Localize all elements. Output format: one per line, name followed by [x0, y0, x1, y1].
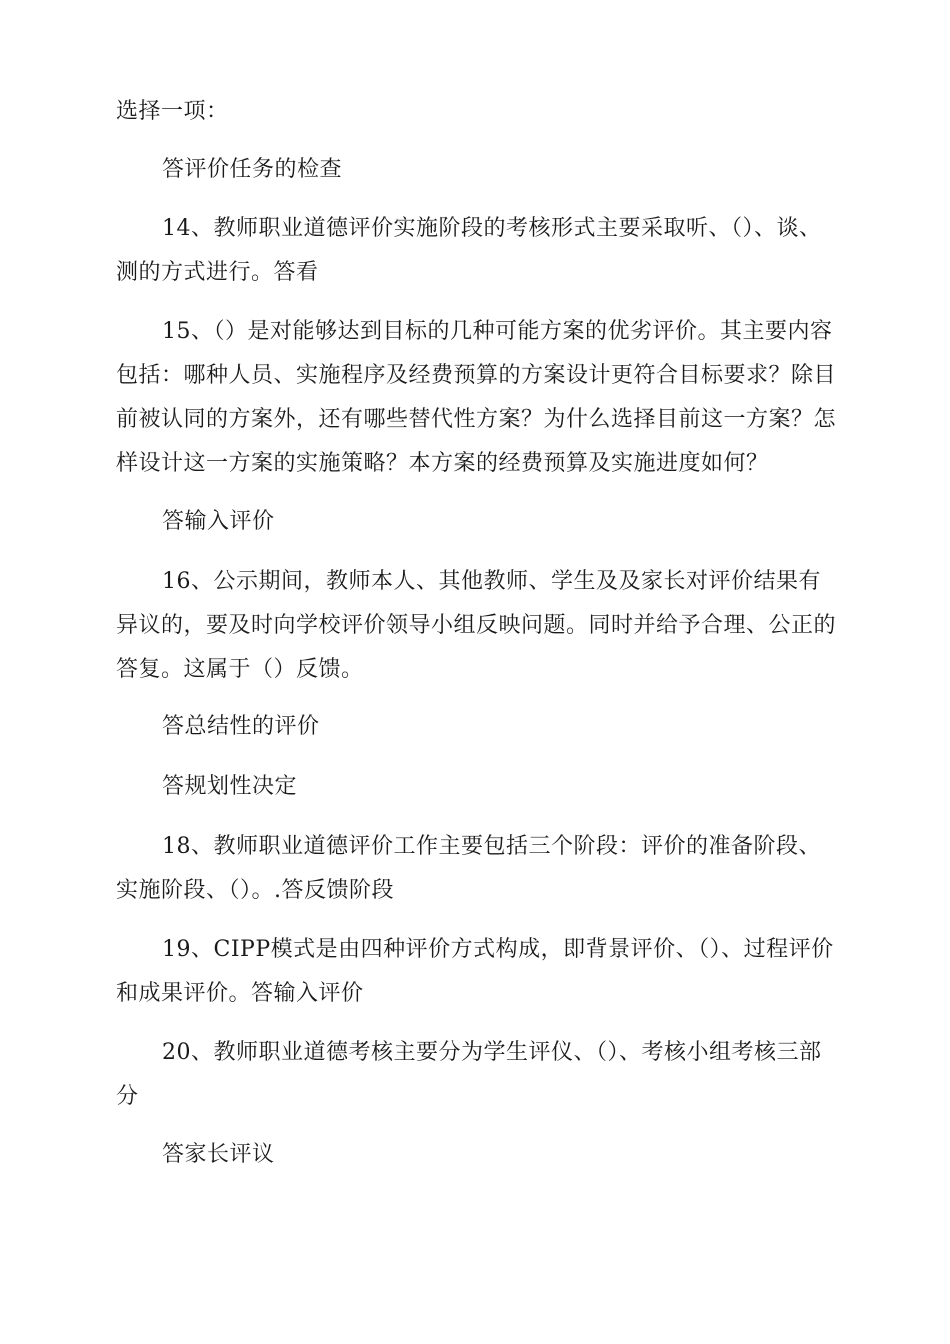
answer-20: 答家长评议	[162, 1142, 275, 1167]
answer-15: 答输入评价	[162, 509, 275, 534]
question-18: 18、教师职业道德评价工作主要包括三个阶段：评价的准备阶段、实施阶段、（）。.答反馈阶段	[116, 834, 821, 903]
answer-16: 答总结性的评价	[162, 714, 320, 739]
question-15: 15、（）是对能够达到目标的几种可能方案的优劣评价。其主要内容包括：哪种人员、实施程序及经费预算的方案设计更符合目标要求？除目前被认同的方案外，还有哪些替代性方案？为什么选择目前这一方案？怎样设计这一方案的实施策略？本方案的经费预算及实施进度如何？	[116, 319, 837, 476]
question-19: 19、CIPP模式是由四种评价方式构成，即背景评价、（）、过程评价和成果评价。答输入评价	[116, 937, 834, 1006]
answer-17: 答规划性决定	[162, 774, 298, 799]
question-16: 16、公示期间，教师本人、其他教师、学生及及家长对评价结果有异议的，要及时向学校评价领导小组反映问题。同时并给予合理、公正的答复。这属于（）反馈。	[116, 569, 837, 682]
paragraph-select-one: 选择一项：	[116, 99, 229, 124]
question-20: 20、教师职业道德考核主要分为学生评仪、（）、考核小组考核三部分	[116, 1040, 822, 1109]
question-14: 14、教师职业道德评价实施阶段的考核形式主要采取听、（）、谈、测的方式进行。答看	[116, 216, 822, 285]
answer-13: 答评价任务的检查	[162, 157, 343, 182]
